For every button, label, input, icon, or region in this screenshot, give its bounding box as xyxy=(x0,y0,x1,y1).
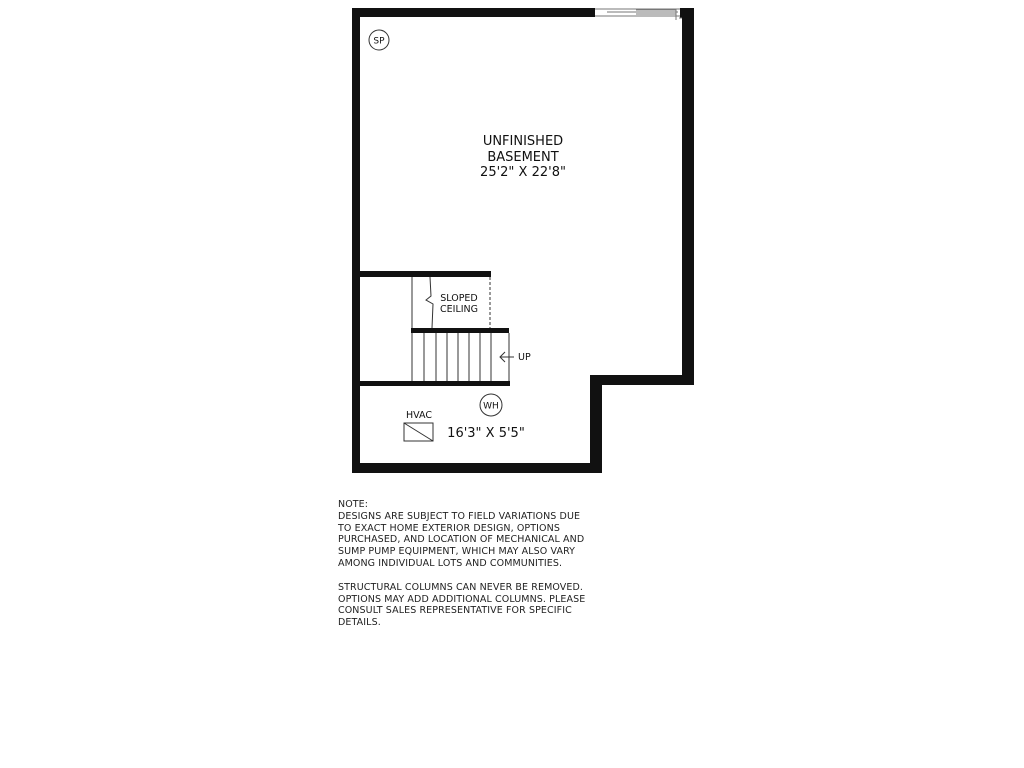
main-room-name-line2: BASEMENT xyxy=(487,150,559,165)
stair-bottom-wall xyxy=(360,381,510,386)
main-room-dimensions: 25'2" X 22'8" xyxy=(480,165,566,180)
lower-area-dimensions: 16'3" X 5'5" xyxy=(447,426,525,441)
step-wall-vertical xyxy=(590,375,602,473)
water-heater-icon xyxy=(480,394,502,416)
sump-pump-icon xyxy=(369,30,389,50)
notes-p1-line5: AMONG INDIVIDUAL LOTS AND COMMUNITIES. xyxy=(338,557,563,569)
hvac-icon xyxy=(404,410,433,441)
left-wall xyxy=(352,8,360,472)
right-wall xyxy=(682,8,694,385)
notes-p1-line4: SUMP PUMP EQUIPMENT, WHICH MAY ALSO VARY xyxy=(338,546,576,558)
top-wall xyxy=(352,8,595,17)
step-wall-horizontal xyxy=(590,375,694,385)
stair-treads xyxy=(412,333,509,381)
notes-heading: NOTE: xyxy=(338,499,369,510)
stair-arrow-icon xyxy=(500,352,514,362)
hvac-label: HVAC xyxy=(406,410,432,421)
notes-p1-line2: TO EXACT HOME EXTERIOR DESIGN, OPTIONS xyxy=(338,522,560,534)
notes-p1-line3: PURCHASED, AND LOCATION OF MECHANICAL AND xyxy=(338,534,585,546)
notes-p1-line1: DESIGNS ARE SUBJECT TO FIELD VARIATIONS DUE xyxy=(338,510,581,522)
notes-paragraph-gap xyxy=(338,570,638,582)
sloped-ceiling-label-line1: SLOPED xyxy=(440,293,478,304)
plan-notes xyxy=(338,499,638,629)
water-heater-label: WH xyxy=(483,401,499,412)
exterior-walls xyxy=(352,8,694,473)
stair-up-label: UP xyxy=(518,352,531,363)
stair-top-wall xyxy=(360,271,491,277)
notes-p2-line1: STRUCTURAL COLUMNS CAN NEVER BE REMOVED. xyxy=(338,581,584,593)
bottom-wall xyxy=(352,463,602,473)
stair-walls xyxy=(360,271,510,386)
notes-p2-line4: DETAILS. xyxy=(338,617,381,629)
stair-mid-wall xyxy=(411,328,509,333)
notes-p2-line3: CONSULT SALES REPRESENTATIVE FOR SPECIFIC xyxy=(338,605,572,617)
sump-pump-label: SP xyxy=(373,36,385,47)
notes-p2-line2: OPTIONS MAY ADD ADDITIONAL COLUMNS. PLEASE xyxy=(338,593,586,605)
main-room-name-line1: UNFINISHED xyxy=(482,134,564,149)
window xyxy=(595,9,682,20)
sloped-ceiling-label-line2: CEILING xyxy=(440,304,478,315)
